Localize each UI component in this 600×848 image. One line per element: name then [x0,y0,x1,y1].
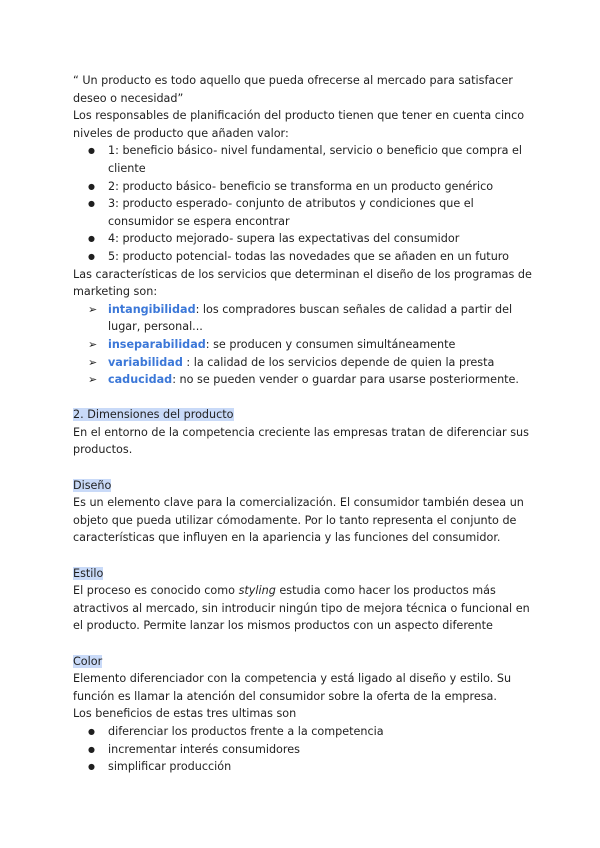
planning-paragraph: Los responsables de planificación del producto tienen que tener en cuenta cinco niveles de producto que añaden valor: [73,109,525,140]
list-item-text: : se producen y consumen simultáneamente [205,337,456,351]
product-levels-list [73,142,533,265]
style-text-before: El proceso es conocido como [73,584,239,598]
spacer [73,389,533,407]
keyword-inseparabilidad: inseparabilidad [108,337,206,351]
services-list [73,301,533,389]
keyword-caducidad: caducidad [108,373,173,387]
spacer [73,635,533,653]
style-heading [73,565,533,583]
spacer [73,547,533,565]
benefits-intro-paragraph: Los beneficios de estas tres ultimas son [73,707,297,721]
style-text-italic: styling [238,584,276,598]
spacer [73,459,533,477]
keyword-intangibilidad: intangibilidad [108,302,196,316]
list-item [73,371,533,389]
list-item: ● simplificar producción [73,758,533,776]
keyword-variabilidad: variabilidad [108,355,183,369]
style-heading-text: Estilo [73,566,104,580]
benefits-list [73,723,533,776]
style-paragraph [73,582,533,635]
list-item: ● incrementar interés consumidores [73,741,533,759]
list-item: ● 1: beneficio básico- nivel fundamental, servicio o beneficio que compra el cliente [73,142,533,177]
list-item: ● 4: producto mejorado- supera las expectativas del consumidor [73,230,533,248]
list-item [73,301,533,336]
design-paragraph: Es un elemento clave para la comercialización. El consumidor también desea un objeto que pueda utilizar cómodamente. Por lo tanto representa el conjunto de características que influyen en la apariencia y las funciones del consumidor. [73,496,524,545]
color-heading-text: Color [73,654,103,668]
list-item: ● 5: producto potencial- todas las novedades que se añaden en un futuro [73,248,533,266]
dimensions-heading [73,406,533,424]
list-item: ● 3: producto esperado- conjunto de atributos y condiciones que el consumidor se espera encontrar [73,195,533,230]
design-heading [73,477,533,495]
list-item-text: : no se pueden vender o guardar para usarse posteriormente. [172,373,519,387]
list-item: ● 2: producto básico- beneficio se transforma en un producto genérico [73,178,533,196]
quote-paragraph: “ Un producto es todo aquello que pueda ofrecerse al mercado para satisfacer deseo o necesidad” [73,74,513,105]
list-item [73,336,533,354]
list-item-text: : la calidad de los servicios depende de quien la presta [182,355,495,369]
design-heading-text: Diseño [73,478,112,492]
list-item [73,354,533,372]
color-paragraph: Elemento diferenciador con la competencia y está ligado al diseño y estilo. Su función es llamar la atención del consumidor sobre la oferta de la empresa. [73,672,512,703]
document-page [73,72,533,776]
dimensions-heading-text: 2. Dimensiones del producto [73,408,234,422]
color-heading [73,653,533,671]
dimensions-paragraph: En el entorno de la competencia creciente las empresas tratan de diferenciar sus productos. [73,425,529,457]
list-item-text: : los compradores buscan señales de calidad a partir del lugar, personal... [108,302,513,334]
services-intro-paragraph: Las características de los servicios que determinan el diseño de los programas de marketing son: [73,267,532,299]
list-item: ● diferenciar los productos frente a la competencia [73,723,533,741]
style-text-after: estudia como hacer los productos más atractivos al mercado, sin introducir ningún tipo de mejora técnica o funcional en el producto. Permite lanzar los mismos productos con un aspecto diferente [73,584,530,633]
